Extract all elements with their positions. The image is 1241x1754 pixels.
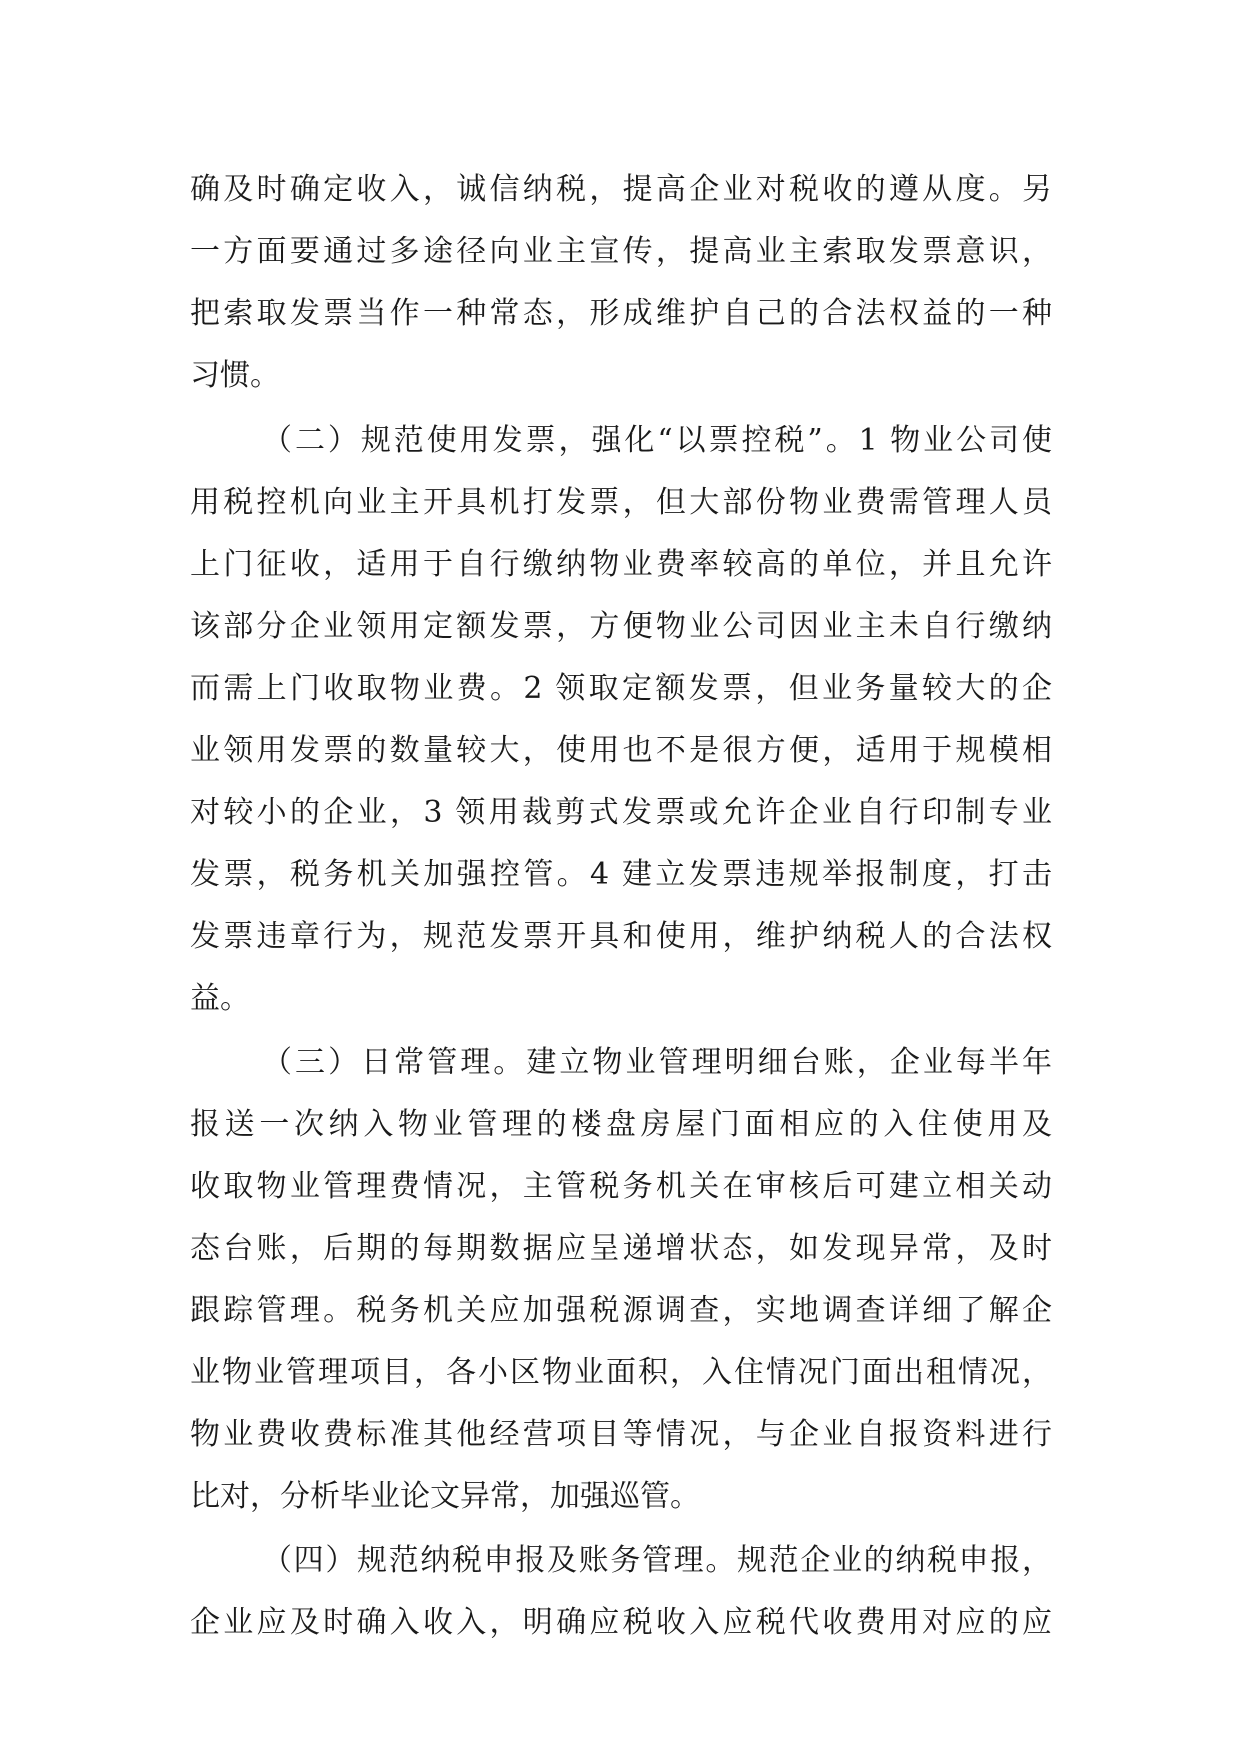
- text-line: 业领用发票的数量较大，使用也不是很方便，适用于规模相: [190, 733, 1052, 768]
- text-line: 跟踪管理。税务机关应加强税源调查，实地调查详细了解企: [190, 1293, 1052, 1328]
- text-line: 一方面要通过多途径向业主宣传，提高业主索取发票意识，: [190, 234, 1052, 269]
- text-line: 上门征收，适用于自行缴纳物业费率较高的单位，并且允许: [190, 547, 1052, 582]
- section-heading-line: （二）规范使用发票，强化“以票控税”。1 物业公司使: [262, 423, 1052, 458]
- text-line: 业物业管理项目，各小区物业面积，入住情况门面出租情况，: [190, 1355, 1052, 1390]
- text-line: 用税控机向业主开具机打发票，但大部份物业费需管理人员: [190, 485, 1052, 520]
- text-line: 把索取发票当作一种常态，形成维护自己的合法权益的一种: [190, 296, 1052, 331]
- text-line: 收取物业管理费情况，主管税务机关在审核后可建立相关动: [190, 1169, 1052, 1204]
- text-line: 而需上门收取物业费。2 领取定额发票，但业务量较大的企: [190, 671, 1052, 706]
- text-line: 习惯。: [190, 358, 280, 393]
- text-line: 确及时确定收入，诚信纳税，提高企业对税收的遵从度。另: [190, 172, 1052, 207]
- text-line: 发票，税务机关加强控管。4 建立发票违规举报制度，打击: [190, 857, 1052, 892]
- text-line: 态台账，后期的每期数据应呈递增状态，如发现异常，及时: [190, 1231, 1052, 1266]
- text-line: 对较小的企业，3 领用裁剪式发票或允许企业自行印制专业: [190, 795, 1052, 830]
- text-line: 企业应及时确入收入，明确应税收入应税代收费用对应的应: [190, 1605, 1052, 1640]
- text-line: 益。: [190, 981, 250, 1016]
- section-heading-line: （四）规范纳税申报及账务管理。规范企业的纳税申报，: [262, 1543, 1052, 1578]
- text-line: 物业费收费标准其他经营项目等情况，与企业自报资料进行: [190, 1417, 1052, 1452]
- text-line: 报送一次纳入物业管理的楼盘房屋门面相应的入住使用及: [190, 1107, 1052, 1142]
- text-line: 发票违章行为，规范发票开具和使用，维护纳税人的合法权: [190, 919, 1052, 954]
- text-line: 该部分企业领用定额发票，方便物业公司因业主未自行缴纳: [190, 609, 1052, 644]
- section-heading-line: （三）日常管理。建立物业管理明细台账，企业每半年: [262, 1045, 1052, 1080]
- text-line: 比对，分析毕业论文异常，加强巡管。: [190, 1479, 700, 1514]
